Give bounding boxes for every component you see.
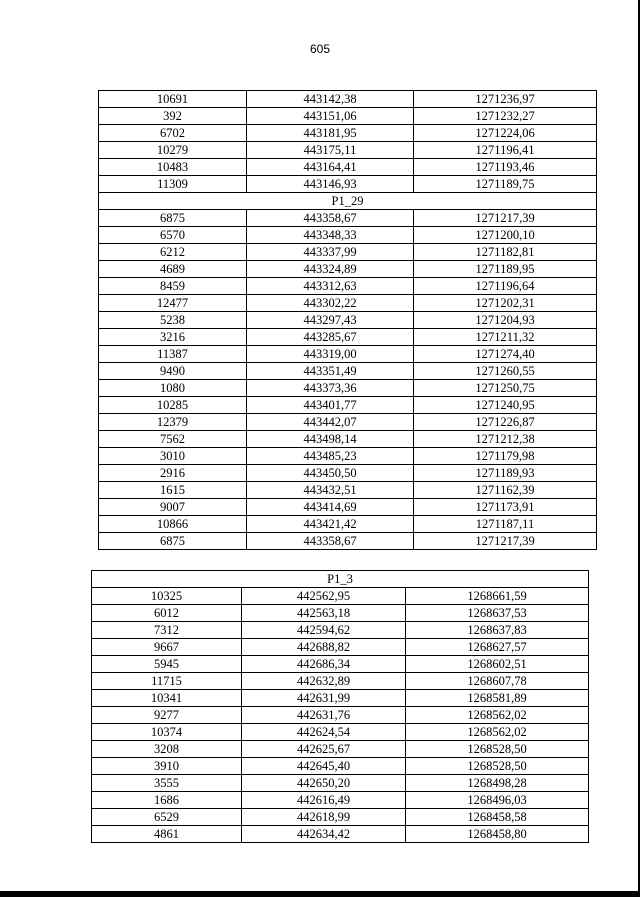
point-id-cell: 4861: [92, 826, 242, 843]
x-coordinate-cell: 442618,99: [242, 809, 406, 826]
x-coordinate-cell: 442624,54: [242, 724, 406, 741]
y-coordinate-cell: 1268528,50: [406, 758, 589, 775]
table-row: [99, 312, 597, 329]
y-coordinate-cell: 1271193,46: [414, 159, 597, 176]
x-coordinate-cell: 442645,40: [242, 758, 406, 775]
x-coordinate-cell: 443324,89: [247, 261, 414, 278]
table-row: [99, 261, 597, 278]
y-coordinate-cell: 1268458,80: [406, 826, 589, 843]
point-id-cell: 6012: [92, 605, 242, 622]
y-coordinate-cell: 1271224,06: [414, 125, 597, 142]
table-row: [99, 363, 597, 380]
x-coordinate-cell: 442634,42: [242, 826, 406, 843]
point-id-cell: 10341: [92, 690, 242, 707]
point-id-cell: 9667: [92, 639, 242, 656]
x-coordinate-cell: 442632,89: [242, 673, 406, 690]
table-row: [92, 775, 589, 792]
point-id-cell: 7562: [99, 431, 247, 448]
table-row: [99, 346, 597, 363]
x-coordinate-cell: 443181,95: [247, 125, 414, 142]
table-row: [99, 91, 597, 108]
point-id-cell: 11387: [99, 346, 247, 363]
table-row: [99, 482, 597, 499]
y-coordinate-cell: 1271196,64: [414, 278, 597, 295]
table-row: [92, 656, 589, 673]
point-id-cell: 8459: [99, 278, 247, 295]
x-coordinate-cell: 443442,07: [247, 414, 414, 431]
y-coordinate-cell: 1271187,11: [414, 516, 597, 533]
point-id-cell: 3208: [92, 741, 242, 758]
point-id-cell: 5945: [92, 656, 242, 673]
y-coordinate-cell: 1268562,02: [406, 707, 589, 724]
y-coordinate-cell: 1271232,27: [414, 108, 597, 125]
section-header-row: [92, 571, 589, 588]
x-coordinate-cell: 443312,63: [247, 278, 414, 295]
point-id-cell: 10325: [92, 588, 242, 605]
table-row: [92, 588, 589, 605]
y-coordinate-cell: 1271260,55: [414, 363, 597, 380]
point-id-cell: 10285: [99, 397, 247, 414]
y-coordinate-cell: 1271189,95: [414, 261, 597, 278]
point-id-cell: 12477: [99, 295, 247, 312]
scan-edge-bottom: [0, 891, 640, 897]
x-coordinate-cell: 442688,82: [242, 639, 406, 656]
y-coordinate-cell: 1271162,39: [414, 482, 597, 499]
table-row: [99, 465, 597, 482]
y-coordinate-cell: 1268458,58: [406, 809, 589, 826]
table-row: [92, 605, 589, 622]
point-id-cell: 392: [99, 108, 247, 125]
point-id-cell: 6529: [92, 809, 242, 826]
y-coordinate-cell: 1271236,97: [414, 91, 597, 108]
x-coordinate-cell: 443319,00: [247, 346, 414, 363]
point-id-cell: 9007: [99, 499, 247, 516]
x-coordinate-cell: 443358,67: [247, 533, 414, 550]
y-coordinate-cell: 1268637,53: [406, 605, 589, 622]
coordinates-table-lower: [91, 570, 589, 843]
table-row: [99, 244, 597, 261]
point-id-cell: 6570: [99, 227, 247, 244]
x-coordinate-cell: 443285,67: [247, 329, 414, 346]
point-id-cell: 3555: [92, 775, 242, 792]
table-row: [99, 431, 597, 448]
table-row: [99, 448, 597, 465]
point-id-cell: 11309: [99, 176, 247, 193]
table-row: [92, 792, 589, 809]
table-row: [99, 516, 597, 533]
point-id-cell: 5238: [99, 312, 247, 329]
table-row: [99, 125, 597, 142]
table-row: [92, 639, 589, 656]
x-coordinate-cell: 442631,99: [242, 690, 406, 707]
x-coordinate-cell: 443151,06: [247, 108, 414, 125]
y-coordinate-cell: 1268562,02: [406, 724, 589, 741]
point-id-cell: 10374: [92, 724, 242, 741]
point-id-cell: 12379: [99, 414, 247, 431]
y-coordinate-cell: 1268627,57: [406, 639, 589, 656]
x-coordinate-cell: 443485,23: [247, 448, 414, 465]
table-row: [99, 329, 597, 346]
section-label: P1_29: [99, 193, 597, 210]
point-id-cell: 2916: [99, 465, 247, 482]
y-coordinate-cell: 1271217,39: [414, 533, 597, 550]
point-id-cell: 3216: [99, 329, 247, 346]
x-coordinate-cell: 442594,62: [242, 622, 406, 639]
coordinates-table-upper: [98, 90, 597, 550]
x-coordinate-cell: 442563,18: [242, 605, 406, 622]
table-row: [99, 108, 597, 125]
x-coordinate-cell: 442650,20: [242, 775, 406, 792]
section-header-row: [99, 193, 597, 210]
y-coordinate-cell: 1268528,50: [406, 741, 589, 758]
table-row: [99, 176, 597, 193]
point-id-cell: 4689: [99, 261, 247, 278]
table-row: [92, 741, 589, 758]
x-coordinate-cell: 443498,14: [247, 431, 414, 448]
y-coordinate-cell: 1271250,75: [414, 380, 597, 397]
table-row: [99, 499, 597, 516]
x-coordinate-cell: 442625,67: [242, 741, 406, 758]
y-coordinate-cell: 1268661,59: [406, 588, 589, 605]
x-coordinate-cell: 443297,43: [247, 312, 414, 329]
point-id-cell: 10691: [99, 91, 247, 108]
x-coordinate-cell: 443164,41: [247, 159, 414, 176]
y-coordinate-cell: 1271189,93: [414, 465, 597, 482]
x-coordinate-cell: 443432,51: [247, 482, 414, 499]
y-coordinate-cell: 1271204,93: [414, 312, 597, 329]
table-row: [99, 380, 597, 397]
table-row: [92, 707, 589, 724]
y-coordinate-cell: 1271212,38: [414, 431, 597, 448]
y-coordinate-cell: 1271211,32: [414, 329, 597, 346]
x-coordinate-cell: 443146,93: [247, 176, 414, 193]
y-coordinate-cell: 1271182,81: [414, 244, 597, 261]
x-coordinate-cell: 443373,36: [247, 380, 414, 397]
x-coordinate-cell: 443450,50: [247, 465, 414, 482]
y-coordinate-cell: 1271200,10: [414, 227, 597, 244]
x-coordinate-cell: 443414,69: [247, 499, 414, 516]
y-coordinate-cell: 1271189,75: [414, 176, 597, 193]
page-number: 605: [309, 42, 331, 56]
y-coordinate-cell: 1271240,95: [414, 397, 597, 414]
y-coordinate-cell: 1268496,03: [406, 792, 589, 809]
x-coordinate-cell: 443142,38: [247, 91, 414, 108]
y-coordinate-cell: 1268602,51: [406, 656, 589, 673]
y-coordinate-cell: 1271173,91: [414, 499, 597, 516]
table-row: [99, 414, 597, 431]
y-coordinate-cell: 1271274,40: [414, 346, 597, 363]
y-coordinate-cell: 1271217,39: [414, 210, 597, 227]
point-id-cell: 11715: [92, 673, 242, 690]
table-row: [92, 809, 589, 826]
x-coordinate-cell: 442631,76: [242, 707, 406, 724]
x-coordinate-cell: 443348,33: [247, 227, 414, 244]
table-row: [99, 227, 597, 244]
y-coordinate-cell: 1271179,98: [414, 448, 597, 465]
y-coordinate-cell: 1271202,31: [414, 295, 597, 312]
x-coordinate-cell: 443401,77: [247, 397, 414, 414]
x-coordinate-cell: 443358,67: [247, 210, 414, 227]
point-id-cell: 6702: [99, 125, 247, 142]
y-coordinate-cell: 1268498,28: [406, 775, 589, 792]
x-coordinate-cell: 443351,49: [247, 363, 414, 380]
table-row: [99, 295, 597, 312]
point-id-cell: 10483: [99, 159, 247, 176]
y-coordinate-cell: 1271196,41: [414, 142, 597, 159]
point-id-cell: 6875: [99, 210, 247, 227]
point-id-cell: 3910: [92, 758, 242, 775]
table-row: [99, 159, 597, 176]
x-coordinate-cell: 443421,42: [247, 516, 414, 533]
table-row: [99, 278, 597, 295]
y-coordinate-cell: 1268637,83: [406, 622, 589, 639]
table-row: [92, 622, 589, 639]
point-id-cell: 6212: [99, 244, 247, 261]
table-row: [92, 690, 589, 707]
x-coordinate-cell: 443175,11: [247, 142, 414, 159]
y-coordinate-cell: 1271226,87: [414, 414, 597, 431]
x-coordinate-cell: 442686,34: [242, 656, 406, 673]
point-id-cell: 10866: [99, 516, 247, 533]
x-coordinate-cell: 442562,95: [242, 588, 406, 605]
y-coordinate-cell: 1268581,89: [406, 690, 589, 707]
x-coordinate-cell: 442616,49: [242, 792, 406, 809]
point-id-cell: 10279: [99, 142, 247, 159]
point-id-cell: 1686: [92, 792, 242, 809]
table-row: [92, 673, 589, 690]
point-id-cell: 7312: [92, 622, 242, 639]
point-id-cell: 1080: [99, 380, 247, 397]
y-coordinate-cell: 1268607,78: [406, 673, 589, 690]
table-row: [99, 397, 597, 414]
point-id-cell: 6875: [99, 533, 247, 550]
x-coordinate-cell: 443302,22: [247, 295, 414, 312]
section-label: P1_3: [92, 571, 589, 588]
point-id-cell: 9277: [92, 707, 242, 724]
x-coordinate-cell: 443337,99: [247, 244, 414, 261]
table-row: [92, 758, 589, 775]
point-id-cell: 1615: [99, 482, 247, 499]
point-id-cell: 3010: [99, 448, 247, 465]
table-row: [92, 826, 589, 843]
table-row: [99, 533, 597, 550]
table-row: [99, 142, 597, 159]
table-row: [92, 724, 589, 741]
table-row: [99, 210, 597, 227]
point-id-cell: 9490: [99, 363, 247, 380]
